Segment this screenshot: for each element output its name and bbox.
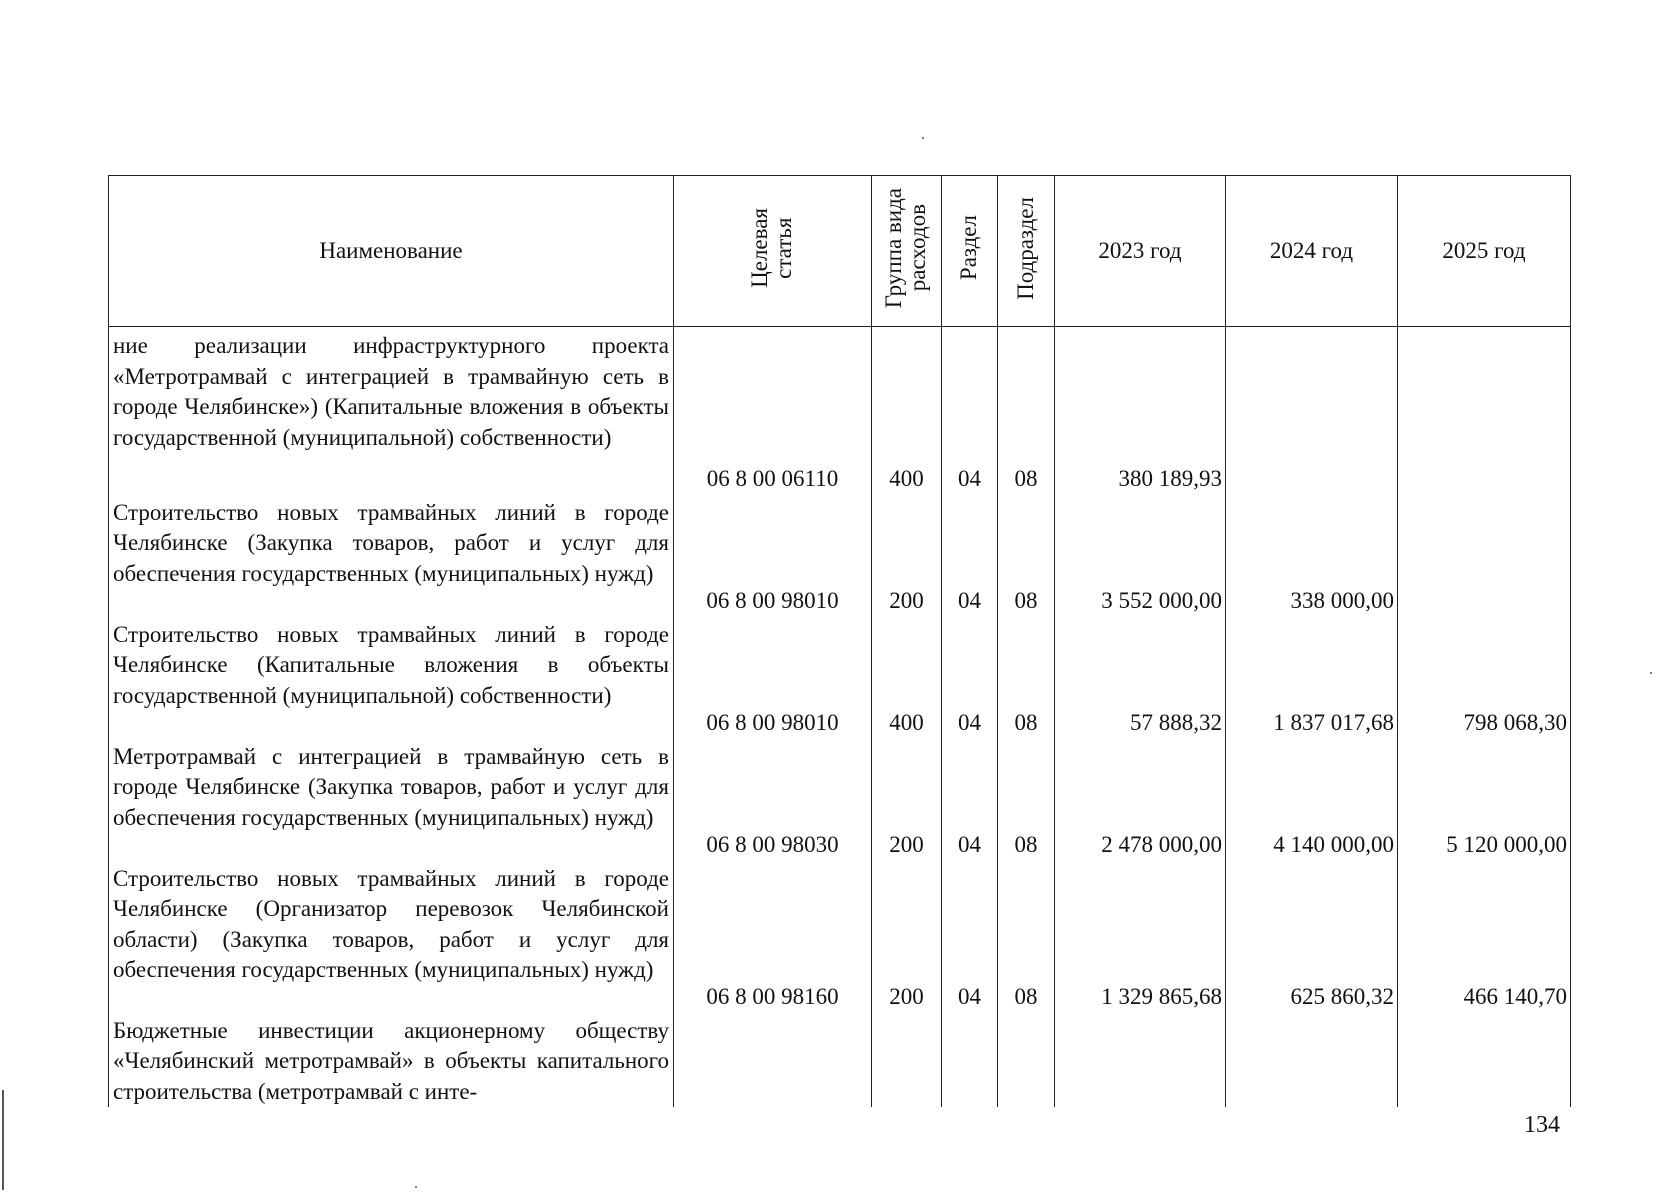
row-subsection: 08 bbox=[998, 327, 1055, 494]
header-2023: 2023 год bbox=[1055, 176, 1226, 327]
table-header-row bbox=[109, 176, 1571, 327]
row-name: Строительство новых трамвайных линий в городе Челябинске (Капитальные вложения в объекты государственной (муниципальной) собственности) bbox=[109, 616, 674, 738]
row-name: Метротрамвай с интеграцией в трамвайную сеть в городе Челябинске (Закупка товаров, работ и услуг для обеспечения государственных (муниципальных) нужд) bbox=[109, 738, 674, 860]
row-section: 04 bbox=[942, 616, 998, 738]
scan-speck bbox=[1650, 672, 1652, 674]
row-expense-group: 200 bbox=[872, 860, 942, 1012]
row-section: 04 bbox=[942, 327, 998, 494]
row-expense-group: 400 bbox=[872, 327, 942, 494]
row-amount-2024 bbox=[1226, 1012, 1398, 1108]
scan-speck bbox=[922, 137, 924, 139]
row-amount-2024: 625 860,32 bbox=[1226, 860, 1398, 1012]
row-section bbox=[942, 1012, 998, 1108]
header-2024: 2024 год bbox=[1226, 176, 1398, 327]
row-amount-2024: 1 837 017,68 bbox=[1226, 616, 1398, 738]
row-section: 04 bbox=[942, 860, 998, 1012]
header-target-article: Целевая статья bbox=[674, 176, 872, 327]
row-amount-2025 bbox=[1398, 494, 1571, 616]
scan-speck bbox=[2, 1090, 4, 1190]
table-row bbox=[109, 616, 1571, 738]
row-amount-2023: 380 189,93 bbox=[1055, 327, 1226, 494]
table-row bbox=[109, 494, 1571, 616]
row-amount-2024: 338 000,00 bbox=[1226, 494, 1398, 616]
row-name: Строительство новых трамвайных линий в городе Челябинске (Организатор перевозок Челябинской области) (Закупка товаров, работ и услуг для обеспечения государственных (муниципальных) нужд) bbox=[109, 860, 674, 1012]
header-subsection: Подраздел bbox=[998, 176, 1055, 327]
row-expense-group: 200 bbox=[872, 494, 942, 616]
row-name: Бюджетные инвестиции акционерному обществу «Челябинский метротрамвай» в объекты капитального строительства (метротрамвай с инте- bbox=[109, 1012, 674, 1108]
header-section: Раздел bbox=[942, 176, 998, 327]
table-row bbox=[109, 1012, 1571, 1108]
row-amount-2024 bbox=[1226, 327, 1398, 494]
row-amount-2025: 5 120 000,00 bbox=[1398, 738, 1571, 860]
row-expense-group: 200 bbox=[872, 738, 942, 860]
row-section: 04 bbox=[942, 494, 998, 616]
row-target-article: 06 8 00 98010 bbox=[674, 494, 872, 616]
row-subsection: 08 bbox=[998, 494, 1055, 616]
row-amount-2025: 798 068,30 bbox=[1398, 616, 1571, 738]
row-amount-2024: 4 140 000,00 bbox=[1226, 738, 1398, 860]
row-amount-2025 bbox=[1398, 1012, 1571, 1108]
budget-table bbox=[108, 175, 1571, 1107]
row-amount-2025 bbox=[1398, 327, 1571, 494]
row-expense-group: 400 bbox=[872, 616, 942, 738]
header-name: Наименование bbox=[109, 176, 674, 327]
row-expense-group bbox=[872, 1012, 942, 1108]
scan-speck bbox=[415, 1186, 417, 1188]
row-amount-2023 bbox=[1055, 1012, 1226, 1108]
page-number: 134 bbox=[1524, 1112, 1560, 1138]
table-row bbox=[109, 738, 1571, 860]
row-amount-2023: 57 888,32 bbox=[1055, 616, 1226, 738]
row-name: ние реализации инфраструктурного проекта «Метротрамвай с интеграцией в трамвайную сеть в городе Челябинске») (Капитальные вложения в объекты государственной (муниципальной) собственности) bbox=[109, 327, 674, 494]
row-amount-2023: 1 329 865,68 bbox=[1055, 860, 1226, 1012]
table-row bbox=[109, 327, 1571, 494]
row-subsection bbox=[998, 1012, 1055, 1108]
row-section: 04 bbox=[942, 738, 998, 860]
row-subsection: 08 bbox=[998, 738, 1055, 860]
row-target-article: 06 8 00 98160 bbox=[674, 860, 872, 1012]
row-subsection: 08 bbox=[998, 616, 1055, 738]
row-amount-2025: 466 140,70 bbox=[1398, 860, 1571, 1012]
row-target-article: 06 8 00 98010 bbox=[674, 616, 872, 738]
table-row bbox=[109, 860, 1571, 1012]
row-amount-2023: 2 478 000,00 bbox=[1055, 738, 1226, 860]
row-amount-2023: 3 552 000,00 bbox=[1055, 494, 1226, 616]
header-2025: 2025 год bbox=[1398, 176, 1571, 327]
row-subsection: 08 bbox=[998, 860, 1055, 1012]
row-target-article: 06 8 00 98030 bbox=[674, 738, 872, 860]
row-target-article: 06 8 00 06110 bbox=[674, 327, 872, 494]
row-name: Строительство новых трамвайных линий в городе Челябинске (Закупка товаров, работ и услуг для обеспечения государственных (муниципальных) нужд) bbox=[109, 494, 674, 616]
row-target-article bbox=[674, 1012, 872, 1108]
header-expense-group: Группа вида расходов bbox=[872, 176, 942, 327]
